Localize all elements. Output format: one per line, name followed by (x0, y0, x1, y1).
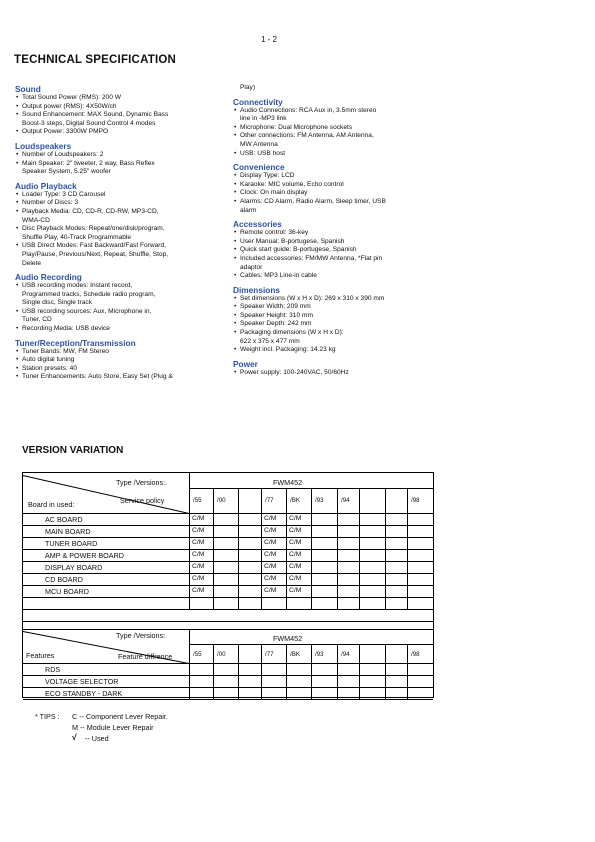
features-type-versions-label: Type /Versions: (116, 631, 166, 640)
table-vline (407, 644, 408, 699)
table-hline (23, 675, 433, 676)
version-55: /55 (193, 497, 202, 504)
features-version-93: /93 (315, 651, 324, 658)
spec-item: • Clock: On main display (233, 189, 408, 198)
spec-item: • Display Type: LCD (233, 172, 408, 181)
board-in-used-label: Board in used: (28, 500, 75, 509)
version-93: /93 (315, 497, 324, 504)
table-vline (311, 644, 312, 699)
service-policy-cm: C/M (264, 551, 277, 558)
table-hline (23, 629, 433, 630)
spec-item: • Total Sound Power (RMS): 200 W (15, 94, 220, 103)
table-vline (189, 629, 190, 699)
section-heading: Sound (15, 84, 41, 94)
spec-item: • Recording Media: USB device (15, 325, 220, 334)
spec-item-continuation: Tuner, CD (22, 316, 52, 324)
spec-item: • Included accessories: FM/MW Antenna, *Flat pin (233, 255, 408, 264)
section-heading: Connectivity (233, 96, 283, 107)
features-version-98: /98 (411, 651, 420, 658)
board-name: CD BOARD (45, 575, 83, 584)
spec-item: • Other connections: FM Antenna, AM Antenna, (233, 132, 408, 141)
feature-difference-label: Feature diffrence (118, 652, 173, 661)
spec-item: • USB Direct Modes: Fast Backward/Fast Forward, (15, 242, 220, 251)
board-name: MAIN BOARD (45, 527, 91, 536)
spec-item: • Quick start guide: B-portugese, Spanish (233, 246, 408, 255)
spec-item: • Main Speaker: 2" tweeter, 2 way, Bass Reflex (15, 160, 220, 169)
spec-item: • Speaker Width: 209 mm (233, 303, 408, 312)
spec-item-continuation: alarm (240, 206, 257, 214)
service-policy-label: Service policy (120, 496, 165, 505)
version-variation-title: VERSION VARIATION (22, 445, 124, 456)
table-hline (23, 609, 433, 610)
spec-section (233, 219, 408, 281)
table-vline (261, 644, 262, 699)
spec-item: • Speaker Depth: 242 mm (233, 320, 408, 329)
table-vline (238, 644, 239, 699)
spec-item-continuation: Delete (22, 259, 42, 267)
service-policy-cm: C/M (192, 587, 205, 594)
features-version-94: /94 (341, 651, 350, 658)
spec-item-continuation: Programmed tracks, Schedule radio program, (22, 290, 156, 298)
version-98: /98 (411, 497, 420, 504)
spec-item-continuation: Single disc, Single track (22, 299, 93, 307)
spec-item: • Number of Loudspeakers: 2 (15, 151, 220, 160)
section-heading: Tuner/Reception/Transmission (15, 337, 136, 348)
spec-item: • Playback Media: CD, CD-R, CD-RW, MP3-CD, (15, 208, 220, 217)
spec-section (15, 141, 220, 177)
section-heading: Loudspeakers (15, 140, 72, 151)
spec-section (233, 97, 408, 159)
spec-item: • Microphone: Dual Microphone sockets (233, 124, 408, 133)
tips-component: C -- Component Lever Repair. (72, 712, 168, 721)
tips-used: -- Used (85, 734, 109, 743)
spec-item-continuation: MW Antenna (240, 140, 278, 148)
feature-name: RDS (45, 665, 61, 674)
type-versions-label: Type /Versions: (116, 478, 166, 487)
version-variation-table (22, 472, 434, 698)
version-BK: /BK (290, 497, 300, 504)
features-version-77: /77 (265, 651, 274, 658)
version-00: /00 (217, 497, 226, 504)
spec-item: • Packaging dimensions (W x H x D): (233, 329, 408, 338)
board-name: DISPLAY BOARD (45, 563, 103, 572)
service-policy-cm: C/M (264, 563, 277, 570)
service-policy-cm: C/M (192, 527, 205, 534)
spec-item: • USB: USB host (233, 150, 408, 159)
service-policy-cm: C/M (264, 587, 277, 594)
spec-item-continuation: Speaker System, 5.25" woofer (22, 168, 111, 176)
features-version-BK: /BK (290, 651, 300, 658)
table-hline (23, 513, 433, 514)
spec-item: • Power supply: 100-240VAC, 50/60Hz (233, 369, 408, 378)
table-hline (23, 573, 433, 574)
spec-item: • Sound Enhancement: MAX Sound, Dynamic Bass (15, 111, 220, 120)
spec-item: • Auto digital tuning (15, 356, 220, 365)
section-heading: Audio Playback (15, 180, 77, 191)
feature-name: VOLTAGE SELECTOR (45, 677, 119, 686)
service-policy-cm: C/M (289, 539, 302, 546)
spec-item: • Loader Type: 3 CD Carousel (15, 191, 220, 200)
page-number: 1 - 2 (261, 35, 278, 44)
model-label: FWM452 (273, 478, 303, 487)
board-name: MCU BOARD (45, 587, 89, 596)
section-heading: Dimensions (233, 284, 281, 295)
service-policy-cm: C/M (289, 575, 302, 582)
board-name: AMP & POWER BOARD (45, 551, 124, 560)
table-hline (23, 525, 433, 526)
tips-module: M -- Module Lever Repair (72, 723, 154, 732)
spec-item: • Speaker Height: 310 mm (233, 312, 408, 321)
spec-section (233, 162, 408, 215)
spec-item: • Set dimensions (W x H x D): 269 x 310 x 390 mm (233, 295, 408, 304)
spec-item-continuation: Boost-3 steps, Digital Sound Control 4 modes (22, 119, 156, 127)
spec-column-left (15, 84, 220, 386)
spec-item: • Karaoke: MIC volume, Echo control (233, 181, 408, 190)
table-vline (213, 644, 214, 699)
spec-section (15, 84, 220, 137)
feature-name: ECO STANDBY - DARK (45, 689, 123, 698)
service-policy-cm: C/M (289, 527, 302, 534)
spec-item: • Remote control: 36-key (233, 229, 408, 238)
spec-item-continuation: WMA-CD (22, 216, 50, 224)
table-vline (385, 644, 386, 699)
service-policy-cm: C/M (289, 587, 302, 594)
features-version-00: /00 (217, 651, 226, 658)
spec-item: • Output power (RMS): 4X50W/ch (15, 103, 220, 112)
features-version-55: /55 (193, 651, 202, 658)
service-policy-cm: C/M (289, 551, 302, 558)
spec-item-continuation: Shuffle Play, 40-Track Programmable (22, 233, 132, 241)
spec-continuation: Play) (240, 84, 256, 91)
spec-item: • Station presets: 40 (15, 365, 220, 374)
table-hline (23, 699, 433, 700)
spec-item-continuation: 622 x 375 x 477 mm (240, 337, 300, 345)
table-vline (286, 644, 287, 699)
tips-label: * TIPS : (35, 712, 60, 721)
table-hline (23, 549, 433, 550)
table-hline (23, 687, 433, 688)
spec-item: • Disc Playback Modes: Repeat/one/disk/program, (15, 225, 220, 234)
spec-item: • Cables: MP3 Line-in cable (233, 272, 408, 281)
service-policy-cm: C/M (289, 515, 302, 522)
spec-item: • Weight incl. Packaging: 14.23 kg (233, 346, 408, 355)
table-hline (23, 537, 433, 538)
spec-section (15, 338, 220, 382)
spec-item: • Alarms: CD Alarm, Radio Alarm, Sleep timer, USB (233, 198, 408, 207)
service-policy-cm: C/M (192, 563, 205, 570)
spec-column-right (233, 84, 408, 381)
table-hline (23, 585, 433, 586)
service-policy-cm: C/M (264, 539, 277, 546)
table-hline (23, 621, 433, 622)
service-policy-cm: C/M (192, 551, 205, 558)
check-mark-icon: √ (72, 732, 77, 742)
spec-item-continuation: Play/Pause, Previous/Next, Repeat, Shuffle, Stop, (22, 250, 169, 258)
spec-section (233, 285, 408, 355)
table-vline (189, 473, 190, 609)
spec-section (15, 181, 220, 268)
spec-item: • Tuner Enhancements: Auto Store, Easy Set (Plug & (15, 373, 220, 382)
spec-section (233, 359, 408, 378)
spec-item-continuation: line in -MP3 link (240, 115, 287, 123)
service-policy-cm: C/M (192, 575, 205, 582)
spec-item: • USB recording sources: Aux, Microphone in, (15, 308, 220, 317)
service-policy-cm: C/M (264, 515, 277, 522)
board-name: TUNER BOARD (45, 539, 98, 548)
service-policy-cm: C/M (264, 575, 277, 582)
service-policy-cm: C/M (264, 527, 277, 534)
service-policy-cm: C/M (192, 515, 205, 522)
service-policy-cm: C/M (192, 539, 205, 546)
table-hline (23, 561, 433, 562)
table-vline (359, 644, 360, 699)
spec-item: • Tuner Bands: MW, FM Stereo (15, 348, 220, 357)
section-heading: Power (233, 358, 258, 369)
version-77: /77 (265, 497, 274, 504)
spec-item: • Output Power: 3300W PMPO (15, 128, 220, 137)
spec-section (15, 272, 220, 334)
table-hline (23, 663, 433, 664)
spec-item: • Audio Connections: RCA Aux in, 3.5mm stereo (233, 107, 408, 116)
spec-item-continuation: adaptor (240, 263, 263, 271)
page-title: TECHNICAL SPECIFICATION (14, 54, 176, 66)
version-94: /94 (341, 497, 350, 504)
spec-item: • USB recording modes: Instant record, (15, 282, 220, 291)
spec-item: • User Manual: B-portugese, Spanish (233, 238, 408, 247)
board-name: AC BOARD (45, 515, 83, 524)
section-heading: Accessories (233, 219, 282, 230)
section-heading: Convenience (233, 162, 285, 173)
features-model-label: FWM452 (273, 634, 303, 643)
table-hline (23, 597, 433, 598)
features-label: Features (26, 651, 55, 660)
table-vline (337, 644, 338, 699)
section-heading: Audio Recording (15, 272, 82, 283)
spec-item: • Number of Discs: 3 (15, 199, 220, 208)
service-policy-cm: C/M (289, 563, 302, 570)
